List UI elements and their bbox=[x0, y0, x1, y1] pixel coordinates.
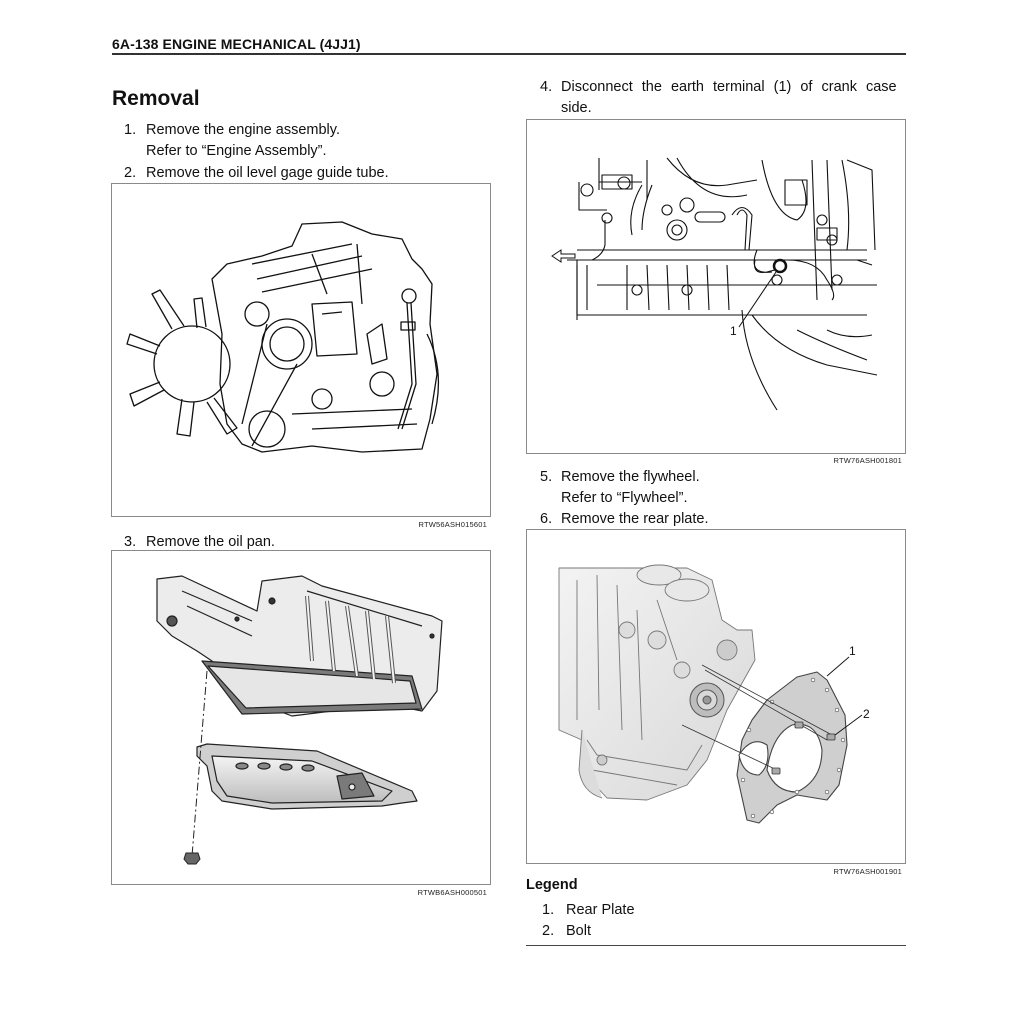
step-number: 5. bbox=[540, 469, 553, 485]
engine-assembly-illustration bbox=[112, 184, 490, 516]
callout-1: 1 bbox=[849, 644, 856, 658]
step-text: Remove the oil level gage guide tube. bbox=[146, 165, 389, 181]
callout-2: 2 bbox=[863, 707, 870, 721]
figure-id: RTW56ASH015601 bbox=[418, 520, 487, 529]
step-number: 6. bbox=[540, 511, 553, 527]
legend-number: 2. bbox=[542, 923, 555, 939]
legend-label: Bolt bbox=[566, 923, 591, 939]
step-number: 1. bbox=[124, 122, 137, 138]
step-number: 4. bbox=[540, 79, 553, 95]
figure-oil-pan bbox=[111, 550, 491, 885]
figure-earth-terminal bbox=[526, 119, 906, 454]
step-text: Disconnect the earth terminal (1) of crank case bbox=[561, 79, 897, 95]
step-text-continued: side. bbox=[561, 100, 592, 116]
step-text: Remove the rear plate. bbox=[561, 511, 709, 527]
rear-plate-illustration bbox=[527, 530, 905, 863]
figure-id: RTWB6ASH000501 bbox=[417, 888, 487, 897]
legend-number: 1. bbox=[542, 902, 555, 918]
figure-id: RTW76ASH001901 bbox=[833, 867, 902, 876]
step-text: Remove the flywheel. bbox=[561, 469, 700, 485]
step-number: 3. bbox=[124, 534, 137, 550]
legend-label: Rear Plate bbox=[566, 902, 635, 918]
footer-divider bbox=[526, 945, 906, 946]
callout-1: 1 bbox=[730, 324, 737, 338]
step-reference-text: Refer to “Flywheel”. bbox=[561, 490, 688, 506]
figure-id: RTW76ASH001801 bbox=[833, 456, 902, 465]
figure-engine-assembly bbox=[111, 183, 491, 517]
section-title: Removal bbox=[112, 87, 200, 110]
page-header bbox=[112, 36, 906, 55]
figure-rear-plate bbox=[526, 529, 906, 864]
step-number: 2. bbox=[124, 165, 137, 181]
step-reference-text: Refer to “Engine Assembly”. bbox=[146, 143, 327, 159]
page-header-title: 6A-138 ENGINE MECHANICAL (4JJ1) bbox=[112, 36, 361, 52]
step-text: Remove the engine assembly. bbox=[146, 122, 340, 138]
step-text: Remove the oil pan. bbox=[146, 534, 275, 550]
legend-title: Legend bbox=[526, 877, 578, 893]
oil-pan-illustration bbox=[112, 551, 490, 884]
drain-plug-icon bbox=[184, 853, 200, 864]
earth-terminal-illustration bbox=[527, 120, 905, 453]
